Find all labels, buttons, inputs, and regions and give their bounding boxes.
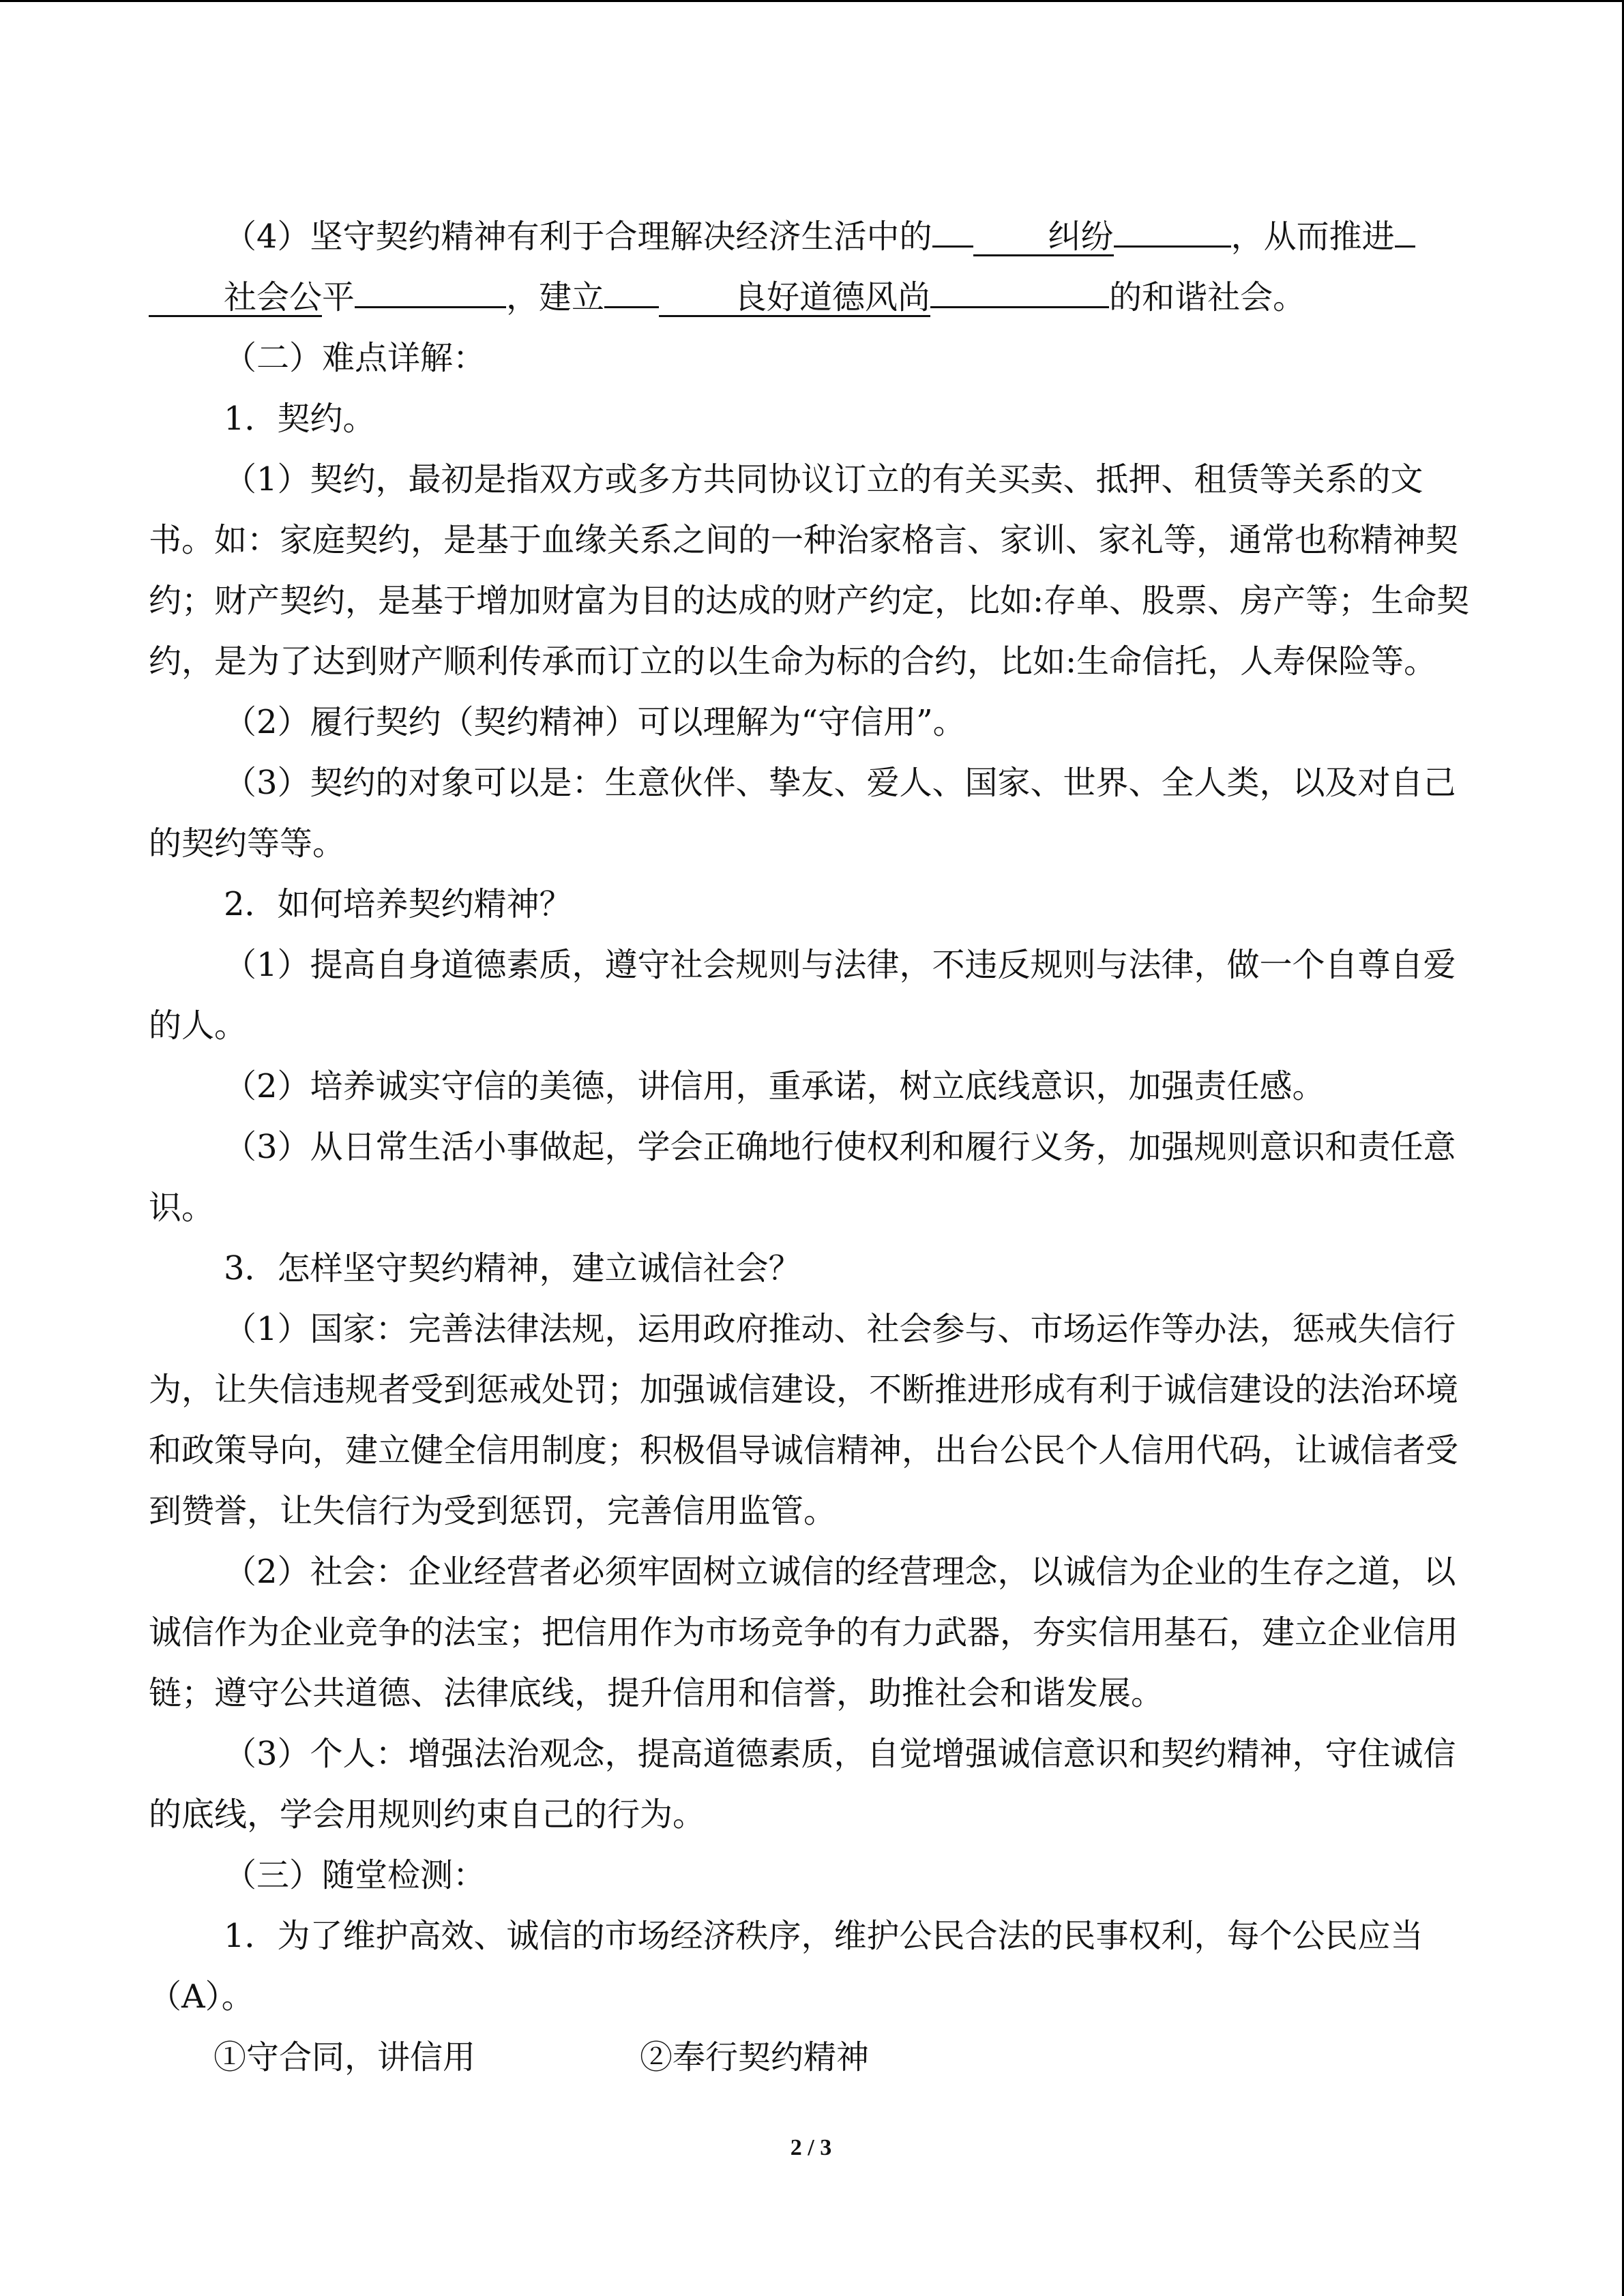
paragraph: （2）社会：企业经营者必须牢固树立诚信的经营理念，以诚信为企业的生存之道，以诚信作为企业竞争的法宝；把信用作为市场竞争的有力武器，夯实信用基石，建立企业信用链；遵守公共道德、法律底线，提升信用和信誉，助推社会和谐发展。: [149, 1553, 1459, 1712]
quiz-question: 1．为了维护高效、诚信的市场经济秩序，维护公民合法的民事权利，每个公民应当（A）。: [149, 1917, 1423, 2016]
fill-in-question-4: （4）坚守契约精神有利于合理解决经济生活中的 纠纷 ，从而推进社会公平 ，建立 良好道德风尚 的和谐社会。: [149, 207, 1475, 328]
answer-text: 良好道德风尚: [659, 280, 930, 317]
quiz-options: [149, 2027, 1475, 2088]
page-number: 2 / 3: [790, 2135, 832, 2160]
paragraph: （3）契约的对象可以是：生意伙伴、挚友、爱人、国家、世界、全人类，以及对自己的契约等等。: [149, 764, 1456, 863]
answer-blank: [930, 279, 1109, 308]
answer-blank: [932, 218, 973, 248]
answer-blank: [1114, 218, 1231, 248]
paragraph: （1）提高自身道德素质，遵守社会规则与法律，不违反规则与法律，做一个自尊自爱的人。: [149, 946, 1456, 1045]
section-heading: （三）随堂检测：: [224, 1856, 486, 1894]
document-body: [149, 207, 1475, 2088]
topic-title: 3．怎样坚守契约精神，建立诚信社会？: [224, 1249, 801, 1287]
paragraph: （2）履行契约（契约精神）可以理解为“守信用”。: [224, 703, 966, 741]
section-heading: （二）难点详解：: [224, 339, 486, 377]
paragraph: （1）契约，最初是指双方或多方共同协议订立的有关买卖、抵押、租赁等关系的文书。如：家庭契约，是基于血缘关系之间的一种治家格言、家训、家礼等，通常也称精神契约；财产契约，是基于增加财富为目的达成的财产约定，比如:存单、股票、房产等；生命契约，是为了达到财产顺利传承而订立的以生命为标的合约，比如:生命信托，人寿保险等。: [149, 460, 1470, 681]
topic-title: 1．契约。: [224, 400, 376, 438]
answer-blank: [1395, 218, 1415, 248]
paragraph: （3）个人：增强法治观念，提高道德素质，自觉增强诚信意识和契约精神，守住诚信的底线，学会用规则约束自己的行为。: [149, 1735, 1456, 1834]
paragraph: （3）从日常生活小事做起，学会正确地行使权利和履行义务，加强规则意识和责任意识。: [149, 1128, 1456, 1227]
answer-text: 社会公: [149, 280, 322, 317]
paragraph: （1）国家：完善法律法规，运用政府推动、社会参与、市场运作等办法，惩戒失信行为，让失信违规者受到惩戒处罚；加强诚信建设，不断推进形成有利于诚信建设的法治环境和政策导向，建立健全信用制度；积极倡导诚信精神，出台公民个人信用代码，让诚信者受到赞誉，让失信行为受到惩罚，完善信用监管。: [149, 1310, 1459, 1530]
quiz-option: ①守合同，讲信用: [213, 2038, 476, 2076]
answer-text: 纠纷: [973, 219, 1114, 256]
paragraph: （2）培养诚实守信的美德，讲信用，重承诺，树立底线意识，加强责任感。: [224, 1067, 1325, 1105]
topic-title: 2．如何培养契约精神？: [224, 885, 572, 923]
quiz-option: ②奉行契约精神: [640, 2038, 870, 2076]
answer-blank: [355, 279, 506, 308]
answer-blank: [604, 279, 659, 308]
